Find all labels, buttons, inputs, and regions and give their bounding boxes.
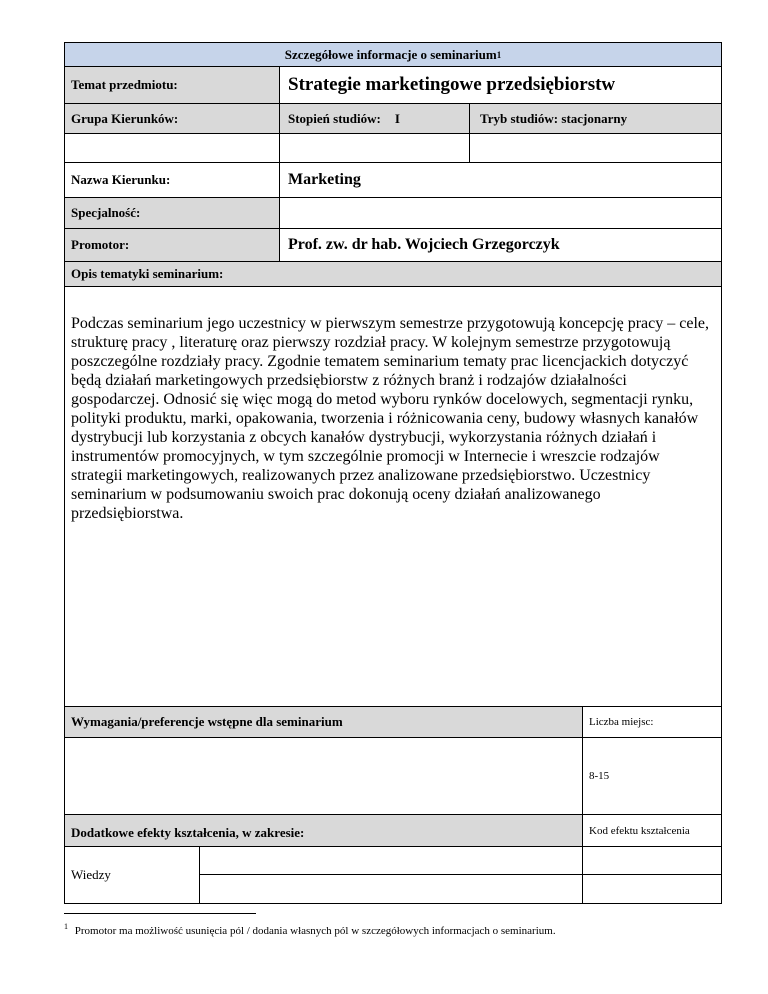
knowledge-label-cell xyxy=(64,846,200,904)
knowledge-row-1 xyxy=(199,846,583,875)
topic-value: Strategie marketingowe przedsiębiorstw xyxy=(279,66,722,104)
description-box xyxy=(64,286,722,707)
study-mode-value-cell xyxy=(469,133,722,163)
specialty-value xyxy=(279,197,722,229)
seats-value: 8-15 xyxy=(582,737,722,815)
form-title: Szczegółowe informacje o seminarium xyxy=(284,46,497,62)
promoter-value: Prof. zw. dr hab. Wojciech Grzegorczyk xyxy=(279,228,722,262)
outcome-code-label: Kod efektu kształcenia xyxy=(582,814,722,847)
promoter-label: Promotor: xyxy=(64,228,280,262)
field-label: Nazwa Kierunku: xyxy=(64,162,280,198)
knowledge-label: Wiedzy xyxy=(71,867,111,882)
description-label: Opis tematyki seminarium: xyxy=(64,261,722,287)
form-header xyxy=(64,42,722,67)
group-label: Grupa Kierunków: xyxy=(64,103,280,134)
footnote-ref: 1 xyxy=(496,49,502,60)
footnote-mark: 1 xyxy=(64,922,68,931)
study-level-value-cell xyxy=(279,133,470,163)
knowledge-row-2 xyxy=(199,874,583,904)
seats-label: Liczba miejsc: xyxy=(582,706,722,738)
description-text: Podczas seminarium jego uczestnicy w pierwszym semestrze przygotowują koncepcję pracy – cele, strukturę pracy , literaturę oraz pierwszy rozdział pracy. W kolejnym semestrze przygotowują poszczególne rozdziały pracy. Zgodnie tematem seminarium tematy prac licencjackich dotyczyć będą działań marketingowych przedsiębiorstw z różnych branż i rodzajów działalności gospodarczej. Odnosić się więc mogą do metod wyboru rynków docelowych, segmentacji rynku, polityki produktu, marki, opakowania, tworzenia i różnicowania ceny, budowy własnych kanałów dystrybucji lub korzystania z obcych kanałów dystrybucji, wykorzystania różnych działań i instrumentów promocyjnych, w tym szczególnie promocji w Internecie i wreszcie rodzajów strategii marketingowych, realizowanych przez analizowane przedsiębiorstwo. Uczestnicy seminarium w podsumowaniu swoich prac dokonują oceny działań analizowanego przedsiębiorstwa. xyxy=(71,315,709,522)
footnote xyxy=(64,920,722,938)
field-value: Marketing xyxy=(279,162,722,198)
study-level-cell xyxy=(279,103,470,134)
study-level-label: Stopień studiów: xyxy=(288,110,381,126)
specialty-label: Specjalność: xyxy=(64,197,280,229)
footnote-separator xyxy=(64,913,256,914)
study-level-value: I xyxy=(394,110,400,126)
topic-label: Temat przedmiotu: xyxy=(64,66,280,104)
knowledge-code-1 xyxy=(582,846,722,875)
outcomes-label: Dodatkowe efekty kształcenia, w zakresie: xyxy=(64,814,583,847)
requirements-value xyxy=(64,737,583,815)
group-value-cell xyxy=(64,133,280,163)
requirements-label: Wymagania/preferencje wstępne dla seminarium xyxy=(64,706,583,738)
footnote-text: Promotor ma możliwość usunięcia pól / dodania własnych pól w szczegółowych informacjach o seminarium. xyxy=(74,924,556,937)
study-mode: Tryb studiów: stacjonarny xyxy=(469,103,722,134)
knowledge-code-2 xyxy=(582,874,722,904)
